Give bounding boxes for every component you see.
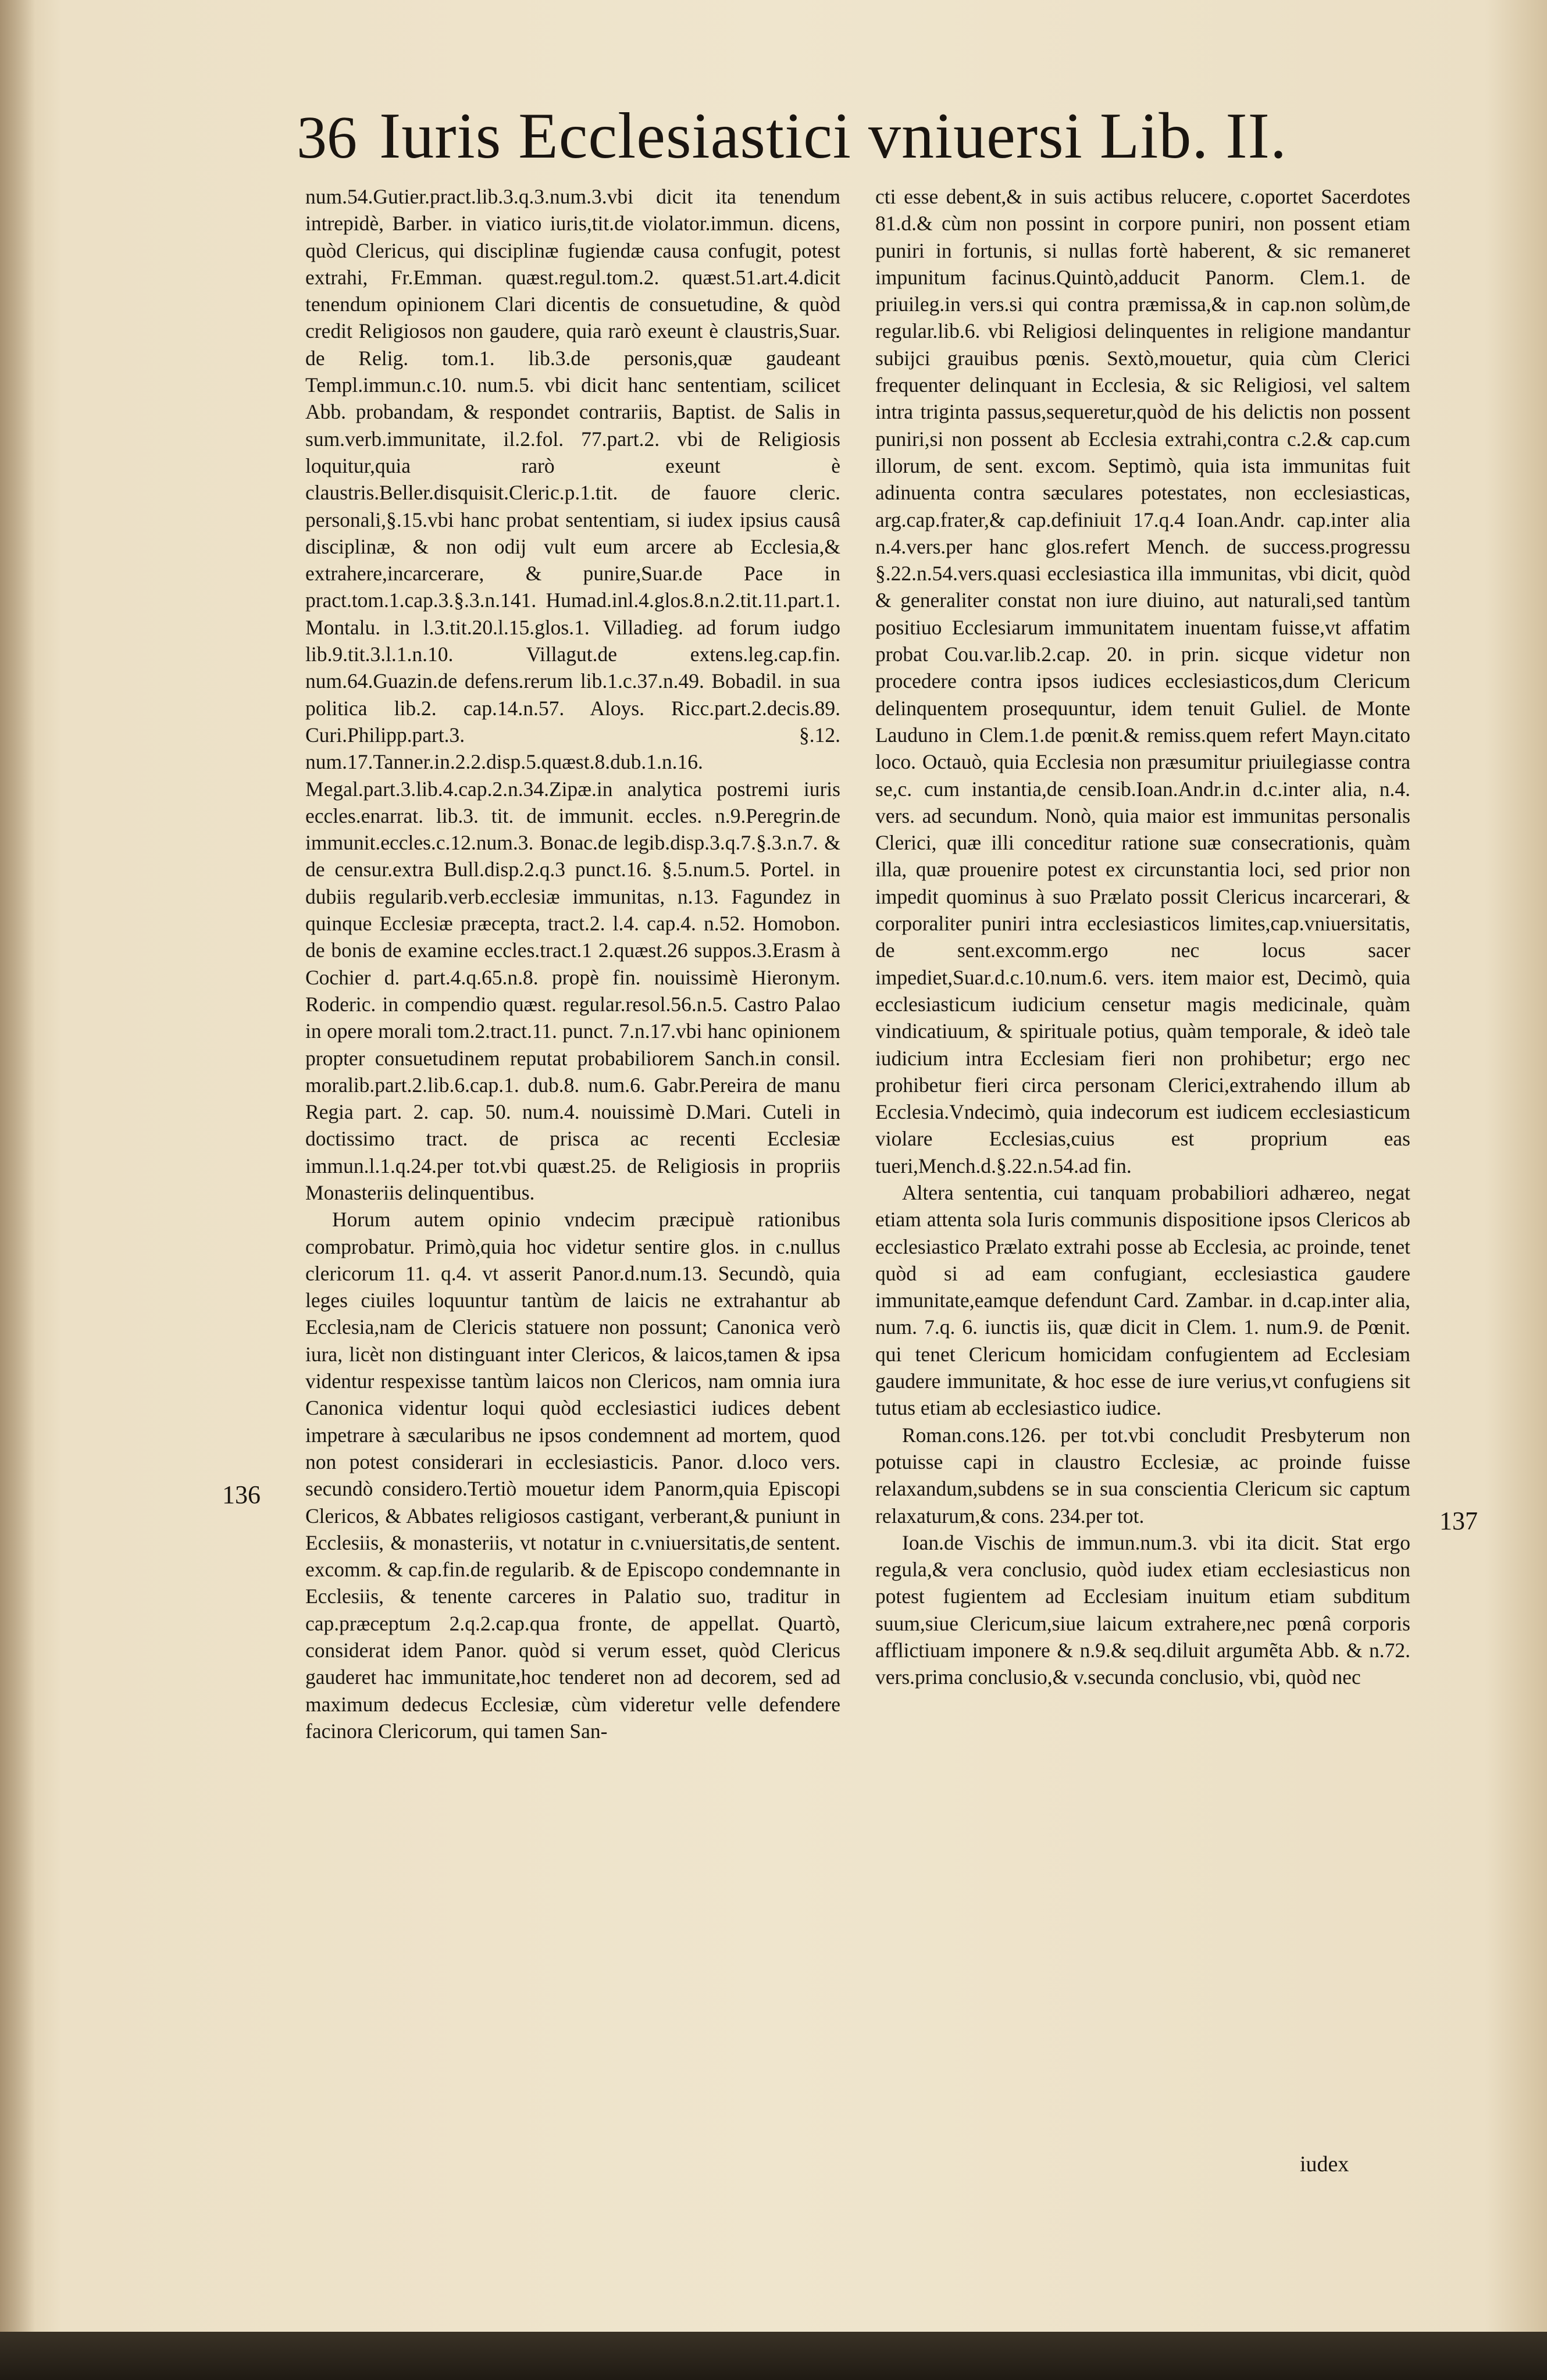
scan-bottom-edge bbox=[0, 2332, 1547, 2380]
page-gutter-shadow bbox=[0, 0, 35, 2380]
margin-number-right: 137 bbox=[1439, 1507, 1478, 1535]
margin-number-left: 136 bbox=[222, 1480, 261, 1509]
running-title: Iuris Ecclesiastici vniuersi Lib. II. bbox=[379, 100, 1287, 172]
paragraph-citations: num.54.Gutier.pract.lib.3.q.3.num.3.vbi dicit ita tenendum intrepidè, Barber. in viatico iuris,tit.de violator.immun. dicens, quòd Clericus, qui disciplinæ fugiendæ causa confugit, potest extrahi, Fr.Emman. quæst.regul.tom.2. quæst.51.art.4.dicit tenendum opinionem Clari dicentis de consuetudine, & quòd credit Religiosos non gaudere, quia rarò exeunt è claustris,Suar. de Relig. tom.1. lib.3.de personis,quæ gaudeant Templ.immun.c.10. num.5. vbi dicit hanc sententiam, scilicet Abb. probandam, & respondet contrariis, Baptist. de Salis in sum.verb.immunitate, il.2.fol. 77.part.2. vbi de Religiosis loquitur,quia rarò exeunt è claustris.Beller.disquisit.Cleric.p.1.tit. de fauore cleric. personali,§.15.vbi hanc probat sententiam, si iudex ipsius causâ disciplinæ, & non odij vult eum arcere ab Ecclesia,& extrahere,incarcerare, & punire,Suar.de Pace in pract.tom.1.cap.3.§.3.n.141. Humad.inl.4.glos.8.n.2.tit.11.part.1. Montalu. in l.3.tit.20.l.15.glos.1. Villadieg. ad forum iudgo lib.9.tit.3.l.1.n.10. Villagut.de extens.leg.cap.fin. num.64.Guazin.de defens.rerum lib.1.c.37.n.49. Bobadil. in sua politica lib.2. cap.14.n.57. Aloys. Ricc.part.2.decis.89. Curi.Philipp.part.3. §.12. num.17.Tanner.in.2.2.disp.5.quæst.8.dub.1.n.16. Megal.part.3.lib.4.cap.2.n.34.Zipæ.in analytica postremi iuris eccles.enarrat. lib.3. tit. de immunit. eccles. n.9.Peregrin.de immunit.eccles.c.12.num.3. Bonac.de legib.disp.3.q.7.§.3.n.7. & de censur.extra Bull.disp.2.q.3 punct.16. §.5.num.5. Portel. in dubiis regularib.verb.ecclesiæ immunitas, n.13. Fagundez in quinque Ecclesiæ præcepta, tract.2. l.4. cap.4. n.52. Homobon. de bonis de examine eccles.tract.1 2.quæst.26 suppos.3.Erasm à Cochier d. part.4.q.65.n.8. propè fin. nouissimè Hieronym. Roderic. in compendio quæst. regular.resol.56.n.5. Castro Palao in opere morali tom.2.tract.11. punct. 7.n.17.vbi hanc opinionem propter consuetudinem reputat probabiliorem Sanch.in consil. moralib.part.2.lib.6.cap.1. dub.8. num.6. Gabr.Pereira de manu Regia part. 2. cap. 50. num.4. nouissimè D.Mari. Cuteli in doctissimo tract. de prisca ac recenti Ecclesiæ immun.l.1.q.24.per tot.vbi quæst.25. de Religiosis in propriis Monasteriis delinquentibus. bbox=[305, 185, 840, 1204]
page-number: 36 bbox=[297, 104, 357, 171]
running-header bbox=[297, 99, 1285, 180]
paragraph-continuation: cti esse debent,& in suis actibus relucere, c.oportet Sacerdotes 81.d.& cùm non possint in corpore puniri, non possent etiam puniri in fortunis, si nullas fortè haberent, & sic remaneret impunitum facinus.Quintò,adducit Panorm. Clem.1. de priuileg.in vers.si qui contra præmissa,& in cap.non solùm,de regular.lib.6. vbi Religiosi delinquentes in religione mandantur subijci grauibus pœnis. Sextò,mouetur, quia cùm Clerici frequenter delinquant in Ecclesia, & sic Religiosi, vel saltem intra triginta passus,sequeretur,quòd de his delictis non possent puniri,si non possent ab Ecclesia extrahi,contra c.2.& cap.cum illorum, de sent. excom. Septimò, quia ista immunitas fuit adinuenta contra sæculares potestates, non ecclesiasticas, arg.cap.frater,& cap.definiuit 17.q.4 Ioan.Andr. cap.inter alia n.4.vers.per hanc glos.refert Mench. de success.progressu §.22.n.54.vers.quasi ecclesiastica illa immunitas, vbi dicit, quòd & generaliter constat non iure diuino, aut naturali,sed tantùm positiuo Ecclesiarum immunitatem inuentam fuisse,vt affatim probat Cou.var.lib.2.cap. 20. in prin. sicque videtur non procedere contra ipsos iudices ecclesiasticos,dum Clericum delinquentem prosequuntur, idem tenuit Guliel. de Monte Lauduno in Clem.1.de pœnit.& remiss.quem refert Mayn.citato loco. Octauò, quia Ecclesia non præsumitur priuilegiasse contra se,c. cum instantia,de censib.Ioan.Andr.in d.c.inter alia, n.4. vers. ad secundum. Nonò, quia maior est immunitas personalis Clerici, quæ illi conceditur ratione suæ consecrationis, quàm illa, quæ prouenire potest ex circunstantia loci, sed prior non impedit quominus à suo Prælato possit Clericus incarcerari, & corporaliter puniri intra ecclesiasticos limites,cap.vniuersitatis, de sent.excomm.ergo nec locus sacer impediet,Suar.d.c.10.num.6. vers. item maior est, Decimò, quia ecclesiasticum iudicium censetur magis medicinale, quàm vindicatiuum, & spirituale potius, quàm temporale, & ideò tale iudicium intra Ecclesiam fieri non prohibetur; ergo nec prohibetur fieri circa personam Clerici,extrahendo illum ab Ecclesia.Vndecimò, quia indecorum est iudicem ecclesiasticum violare Ecclesias,cuius est proprium eas tueri,Mench.d.§.22.n.54.ad fin. bbox=[875, 185, 1410, 1177]
paragraph-horum-autem: Horum autem opinio vndecim præcipuè rationibus comprobatur. Primò,quia hoc videtur sentire glos. in c.nullus clericorum 11. q.4. vt asserit Panor.d.num.13. Secundò, quia leges ciuiles loquuntur tantùm de laicis ne extrahantur ab Ecclesia,nam de Clericis statuere non possunt; Canonica verò iura, licèt non distinguant inter Clericos, & laicos,tamen & ipsa videntur respexisse tantùm laicos non Clericos, nam omnia iura Canonica videntur loqui quòd ecclesiastici iudices debent impetrare à sæcularibus ne ipsos condemnent ad mortem, quod non potest considerari in ecclesiasticis. Panor. d.loco vers. secundò considero.Tertiò mouetur idem Panorm,quia Episcopi Clericos, & Abbates religiosos castigant, verberant,& puniunt in Ecclesiis, & monasteriis, vt notatur in c.vniuersitatis,de sentent. excomm. & cap.fin.de regularib. & de Episcopo condemnante in Ecclesiis, & tenente carceres in Palatio suo, traditur in cap.præceptum 2.q.2.cap.qua fronte, de appellat. Quartò, considerat idem Panor. quòd si verum esset, quòd Clericus gauderet hac immunitate,hoc tenderet non ad decorem, sed ad maximum dedecus Ecclesiæ, cùm videretur velle defendere facinora Clericorum, qui tamen San- bbox=[305, 1208, 840, 1743]
paragraph-altera-sententia: Altera sententia, cui tanquam probabiliori adhæreo, negat etiam attenta sola Iuris communis dispositione ipsos Clericos ab ecclesiastico Prælato extrahi posse ab Ecclesia, ac proinde, tenet quòd si ad eam confugiant, ecclesiastica gaudere immunitate,eamque defendunt Card. Zambar. in d.cap.inter alia, num. 7.q. 6. iunctis iis, quæ dicit in Clem. 1. num.9. de Pœnit. qui tenet Clericum homicidam confugientem ad Ecclesiam gaudere immunitate, & hoc esse de iure verius,vt confugiens sit tutus etiam ab ecclesiastico iudice. bbox=[875, 1180, 1410, 1420]
catchword: iudex bbox=[1300, 2152, 1349, 2176]
paragraph-ioan-de-vischis: Ioan.de Vischis de immun.num.3. vbi ita dicit. Stat ergo regula,& vera conclusio, quòd iudex etiam ecclesiasticus non potest fugientem ad Ecclesiam inuitum etiam subditum suum,siue Clericum,siue laicum extrahere,nec pœnâ corporis afflictiuam imponere & n.9.& seq.diluit argumẽta Abb. & n.72. vers.prima conclusio,& v.secunda conclusio, vbi, quòd nec bbox=[875, 1530, 1410, 1689]
left-text-column bbox=[305, 183, 840, 1744]
paragraph-roman-cons: Roman.cons.126. per tot.vbi concludit Presbyterum non potuisse capi in claustro Ecclesiæ, ac proinde fuisse relaxandum,subdens se in sua conscientia Clericum sic captum relaxaturum,& cons. 234.per tot. bbox=[875, 1423, 1410, 1528]
right-text-column bbox=[875, 183, 1410, 1691]
